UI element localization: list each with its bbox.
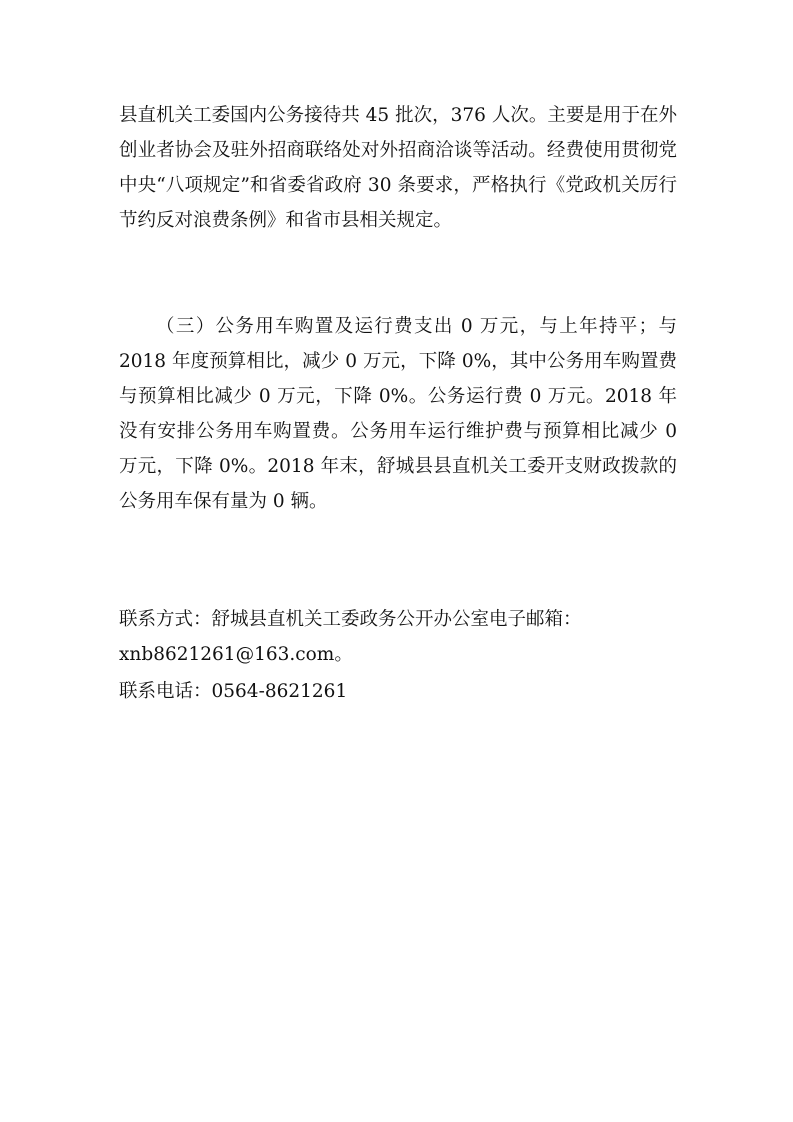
contact-method-label: 联系方式：舒城县直机关工委政务公开办公室电子邮箱：: [119, 609, 582, 630]
paragraph-official-vehicles: （三）公务用车购置及运行费支出 0 万元，与上年持平；与 2018 年度预算相比，减少 0 万元，下降 0%，其中公务用车购置费与预算相比减少 0 万元，下降 0%。公务运行费 0 万元。2018 年没有安排公务用车购置费。公务用车运行维护费与预算相比减少 0 万元，下降 0%。2018 年末，舒城县县直机关工委开支财政拨款的公务用车保有量为 0 辆。: [119, 316, 677, 512]
contact-phone: 联系电话：0564-8621261: [119, 681, 348, 702]
paragraph-reception-continued: 县直机关工委国内公务接待共 45 批次，376 人次。主要是用于在外创业者协会及驻外招商联络处对外招商洽谈等活动。经费使用贯彻党中央“八项规定”和省委省政府 30 条要求，严格执行《党政机关厉行节约反对浪费条例》和省市县相关规定。: [119, 105, 677, 231]
contact-email: xnb8621261@163.com。: [119, 644, 353, 665]
